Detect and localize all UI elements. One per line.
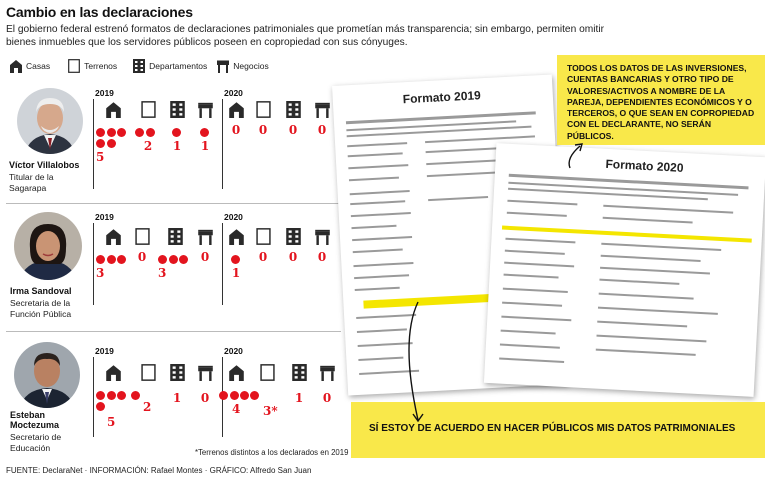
official-role: Titular de la Sagarapa xyxy=(9,172,54,193)
count-value: 1 xyxy=(294,391,304,405)
count-value: 0 xyxy=(288,250,298,264)
legend-label: Casas xyxy=(26,61,51,71)
count-value: 0 xyxy=(137,250,147,264)
page-description: El gobierno federal estrenó formatos de declaraciones patrimoniales que prometían más transparencia; sin embargo, permiten omitir bienes inmuebles que los servidores públicos poseen en copropiedad con sus cónyuges. xyxy=(6,24,604,48)
count-value: 0 xyxy=(322,391,332,405)
count-value: 0 xyxy=(258,250,268,264)
count-value: 1 xyxy=(172,139,182,153)
count-value: 3* xyxy=(263,404,278,418)
count-value: 0 xyxy=(317,123,327,137)
count-value: 0 xyxy=(317,250,327,264)
document-title: Formato 2020 xyxy=(605,156,684,175)
official-role: Secretaria de la Función Pública xyxy=(10,298,72,319)
callout-privacy-note: TODOS LOS DATOS DE LAS INVERSIONES, CUENTAS BANCARIAS Y OTRO TIPO DE VALORES/ACTIVOS A NOMBRE DE LA PAREJA, DEPENDIENTES ECONÓMICOS Y O TERCEROS, O QUE SEAN EN COPROPIEDAD CON EL DECLARANTE, NO SERÁN PÚBLICOS. xyxy=(557,55,765,145)
count-value: 1 xyxy=(200,139,210,153)
arrow-top xyxy=(569,144,582,168)
legend-label: Terrenos xyxy=(84,61,118,71)
year-label: 2020 xyxy=(224,346,243,356)
count-value: 5 xyxy=(96,150,105,164)
arrow-bottom xyxy=(409,302,423,421)
count-value: 0 xyxy=(200,391,210,405)
official-name: Víctor Villalobos xyxy=(9,160,80,170)
legend-label: Departamentos xyxy=(149,61,208,71)
count-value: 3 xyxy=(158,266,167,280)
count-value: 0 xyxy=(231,123,241,137)
official-name: Irma Sandoval xyxy=(10,286,72,296)
count-value: 1 xyxy=(231,266,241,280)
count-value: 0 xyxy=(200,250,210,264)
count-value: 0 xyxy=(258,123,268,137)
count-value: 1 xyxy=(172,391,182,405)
official-name: Esteban Moctezuma xyxy=(10,410,60,430)
year-label: 2020 xyxy=(224,212,243,222)
document-title: Formato 2019 xyxy=(402,88,482,107)
year-label: 2019 xyxy=(95,212,114,222)
count-value: 2 xyxy=(143,400,152,414)
count-value: 3 xyxy=(96,266,105,280)
count-value: 2 xyxy=(143,139,153,153)
footnote: *Terrenos distintos a los declarados en 2019 xyxy=(195,448,349,457)
year-label: 2020 xyxy=(224,88,243,98)
page-title: Cambio en las declaraciones xyxy=(6,4,193,20)
count-value: 4 xyxy=(232,402,241,416)
source-credits: FUENTE: DeclaraNet · INFORMACIÓN: Rafael Montes · GRÁFICO: Alfredo San Juan xyxy=(6,466,312,475)
year-label: 2019 xyxy=(95,346,114,356)
year-label: 2019 xyxy=(95,88,114,98)
legend-label: Negocios xyxy=(233,61,269,71)
count-value: 0 xyxy=(288,123,298,137)
callout-consent-statement: SÍ ESTOY DE ACUERDO EN HACER PÚBLICOS MIS DATOS PATRIMONIALES xyxy=(351,402,765,458)
official-role: Secretario de Educación xyxy=(10,432,62,453)
count-value: 5 xyxy=(107,415,116,429)
